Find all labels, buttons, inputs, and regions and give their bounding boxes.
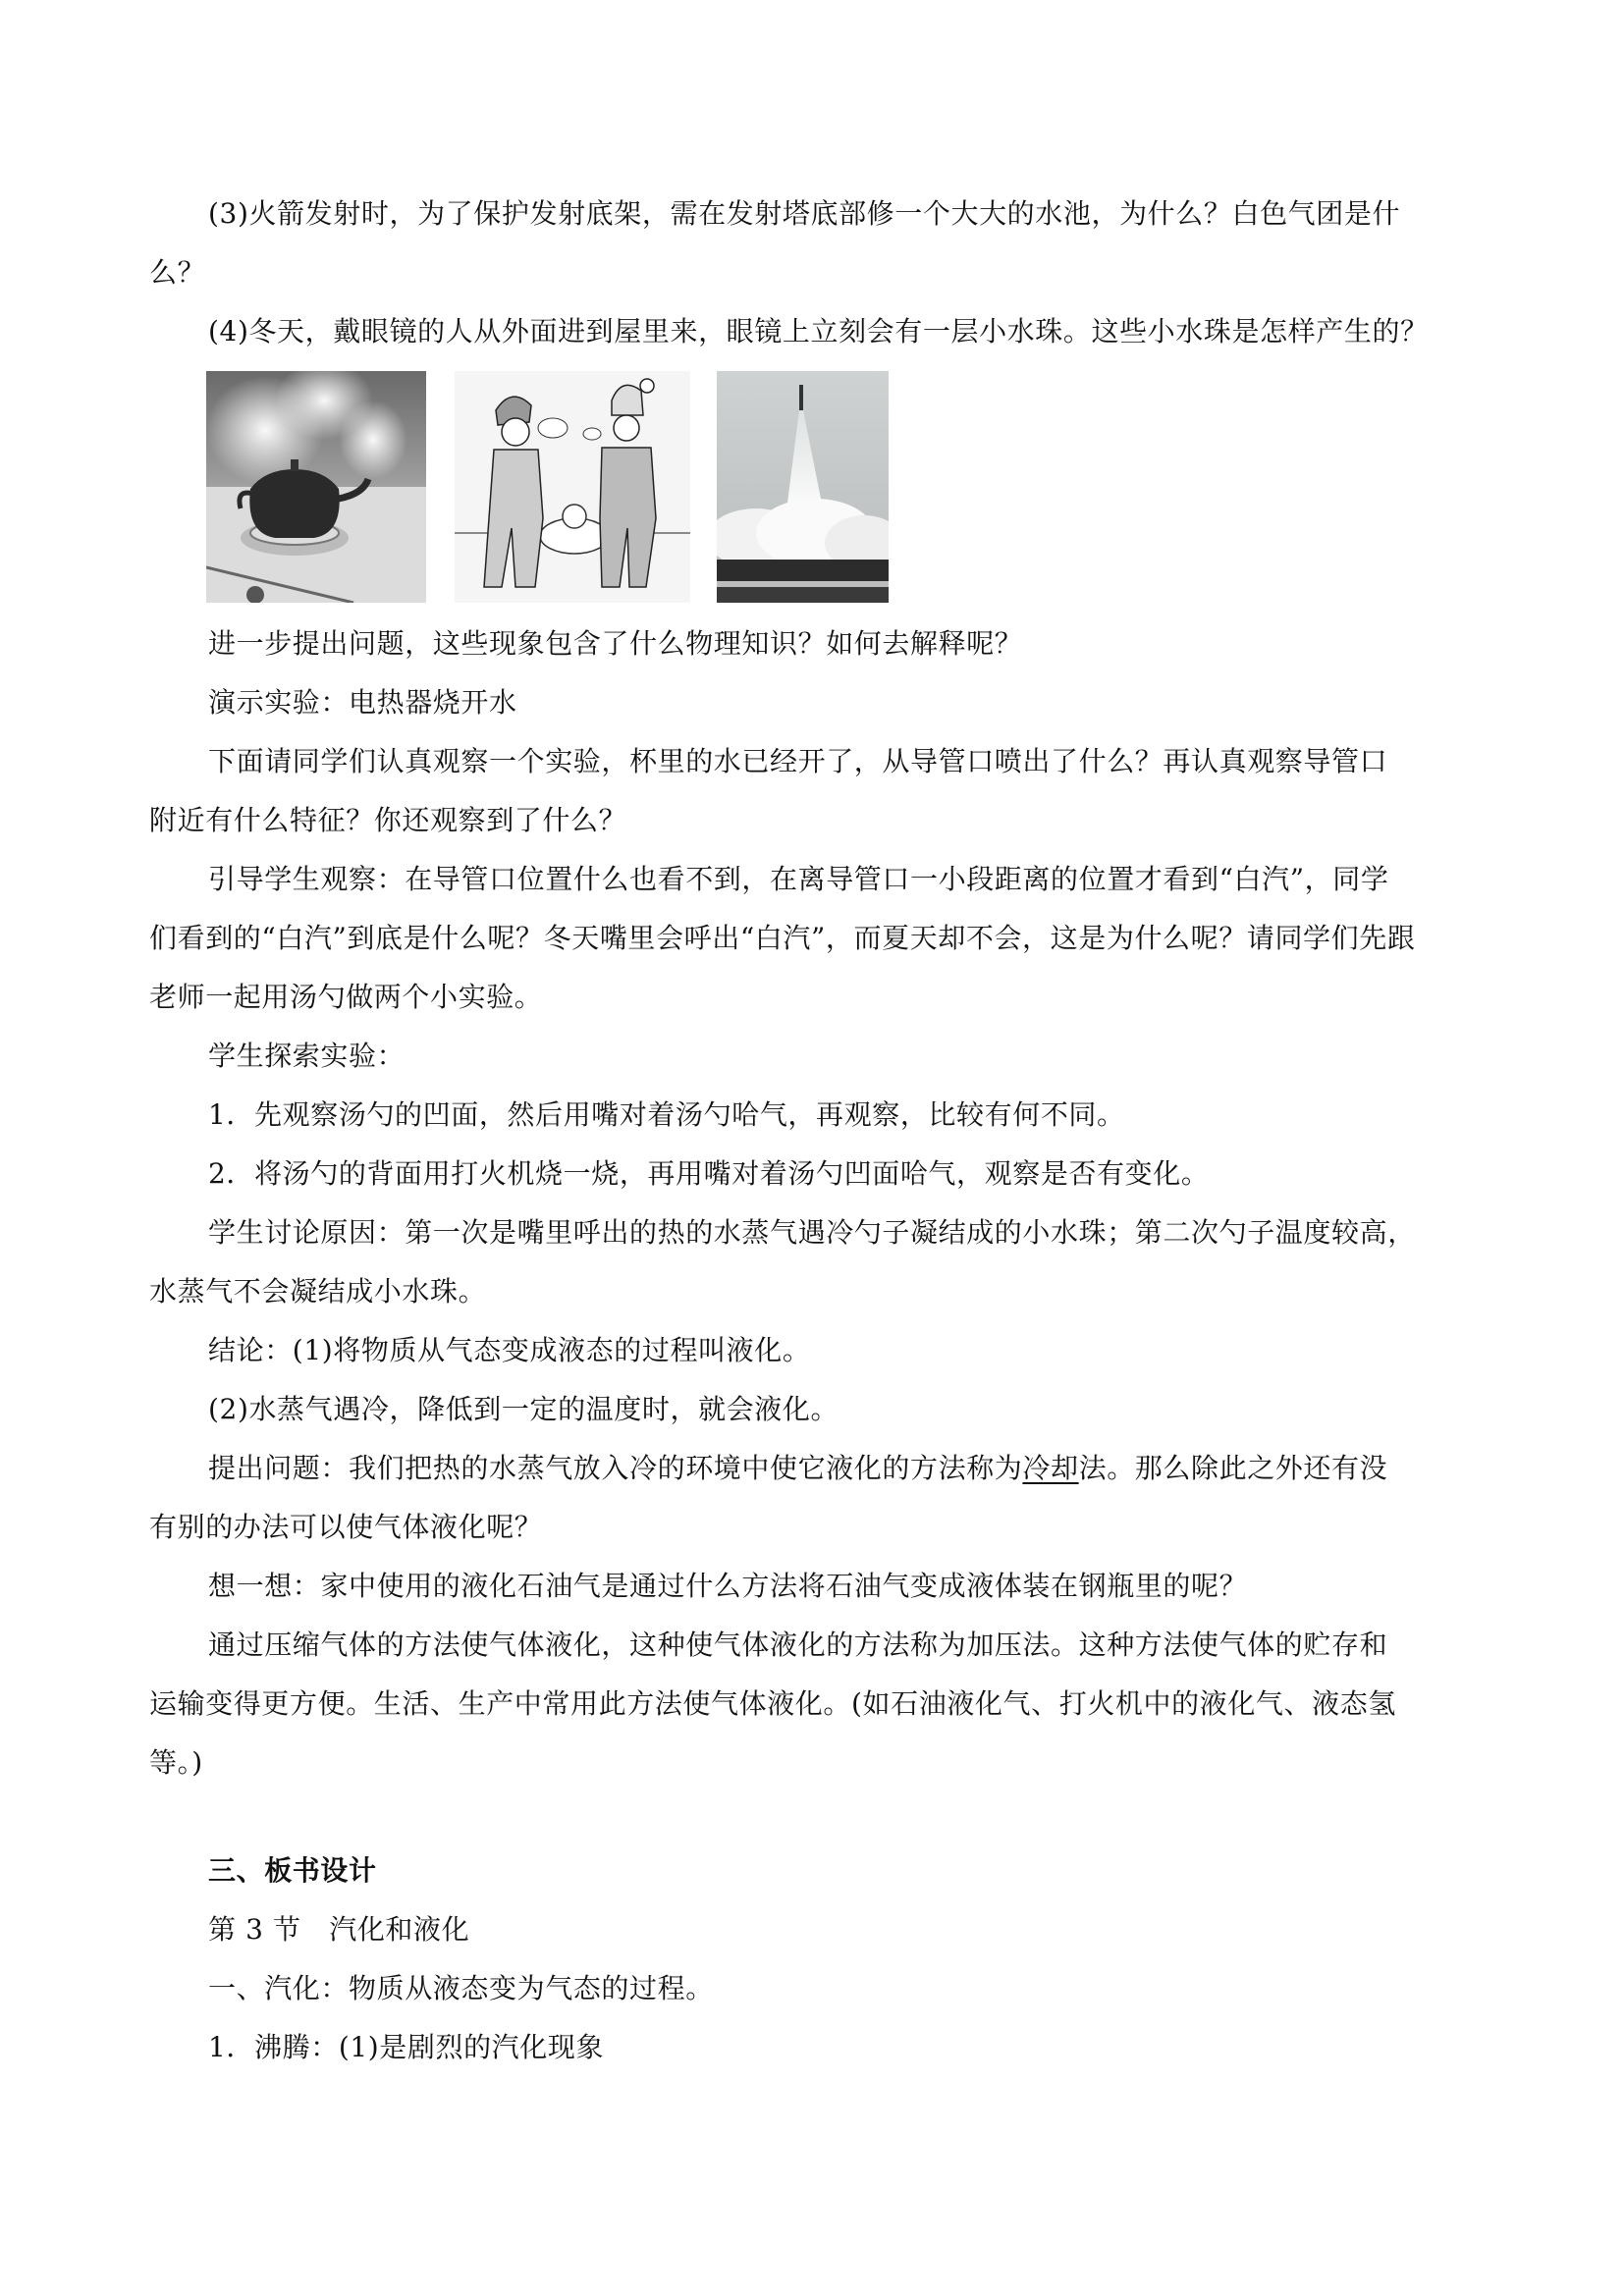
board-design-heading: 三、板书设计: [208, 1854, 377, 1887]
children-breath-illustration: [455, 371, 690, 603]
guide-line-2: 们看到的“白汽”到底是什么呢？冬天嘴里会呼出“白汽”，而夏天却不会，这是为什么呢？请同学们先跟: [149, 922, 1416, 954]
question-3-line-2: 么？: [149, 256, 206, 289]
question-3-line-1: (3)火箭发射时，为了保护发射底架，需在发射塔底部修一个大大的水池，为什么？白色气团是什: [208, 197, 1401, 230]
explore-step-2: 2．将汤勺的背面用打火机烧一烧，再用嘴对着汤勺凹面哈气，观察是否有变化。: [208, 1157, 1210, 1190]
figure-row: [206, 371, 893, 603]
further-question: 进一步提出问题，这些现象包含了什么物理知识？如何去解释呢？: [208, 627, 1023, 660]
question-text-pre: 提出问题：我们把热的水蒸气放入冷的环境中使它液化的方法称为: [208, 1452, 1023, 1484]
guide-line-1: 引导学生观察：在导管口位置什么也看不到，在离导管口一小段距离的位置才看到“白汽”，同学: [208, 863, 1389, 895]
board-item-boiling: 1．沸腾：(1)是剧烈的汽化现象: [208, 2031, 605, 2063]
question-text-post: 法。那么除此之外还有没: [1078, 1452, 1388, 1484]
question-line-2: 有别的办法可以使气体液化呢？: [149, 1511, 543, 1543]
observe-line-2: 附近有什么特征？你还观察到了什么？: [149, 804, 627, 836]
compress-line-1: 通过压缩气体的方法使气体液化，这种使气体液化的方法称为加压法。这种方法使气体的贮存和: [208, 1629, 1388, 1661]
underlined-term: 冷却: [1022, 1452, 1079, 1484]
rocket-launch-photo: [717, 371, 889, 603]
question-4: (4)冬天，戴眼镜的人从外面进到屋里来，眼镜上立刻会有一层小水珠。这些小水珠是怎样产生的？: [208, 315, 1429, 347]
guide-line-3: 老师一起用汤勺做两个小实验。: [149, 981, 543, 1013]
discuss-line-2: 水蒸气不会凝结成小水珠。: [149, 1275, 487, 1308]
question-line-1: [149, 1439, 1475, 1498]
compress-line-2: 运输变得更方便。生活、生产中常用此方法使气体液化。(如石油液化气、打火机中的液化气、液态氢: [149, 1687, 1396, 1720]
discuss-line-1: 学生讨论原因：第一次是嘴里呼出的热的水蒸气遇冷勺子凝结成的小水珠；第二次勺子温度较高，: [208, 1216, 1416, 1249]
conclusion-1: 结论：(1)将物质从气态变成液态的过程叫液化。: [208, 1334, 811, 1366]
conclusion-2: (2)水蒸气遇冷，降低到一定的温度时，就会液化。: [208, 1393, 839, 1425]
section-title: 第 3 节 汽化和液化: [208, 1913, 470, 1946]
compress-line-3: 等。): [149, 1746, 203, 1779]
observe-line-1: 下面请同学们认真观察一个实验，杯里的水已经开了，从导管口喷出了什么？再认真观察导管口: [208, 745, 1388, 777]
explore-step-1: 1．先观察汤勺的凹面，然后用嘴对着汤勺哈气，再观察，比较有何不同。: [208, 1098, 1125, 1131]
demo-experiment: 演示实验：电热器烧开水: [208, 686, 517, 719]
board-item-vaporization: 一、汽化：物质从液态变为气态的过程。: [208, 1972, 714, 2004]
explore-title: 学生探索实验：: [208, 1040, 406, 1072]
think-prompt: 想一想：家中使用的液化石油气是通过什么方法将石油气变成液体装在钢瓶里的呢？: [208, 1570, 1248, 1602]
boiling-kettle-photo: [206, 371, 426, 603]
